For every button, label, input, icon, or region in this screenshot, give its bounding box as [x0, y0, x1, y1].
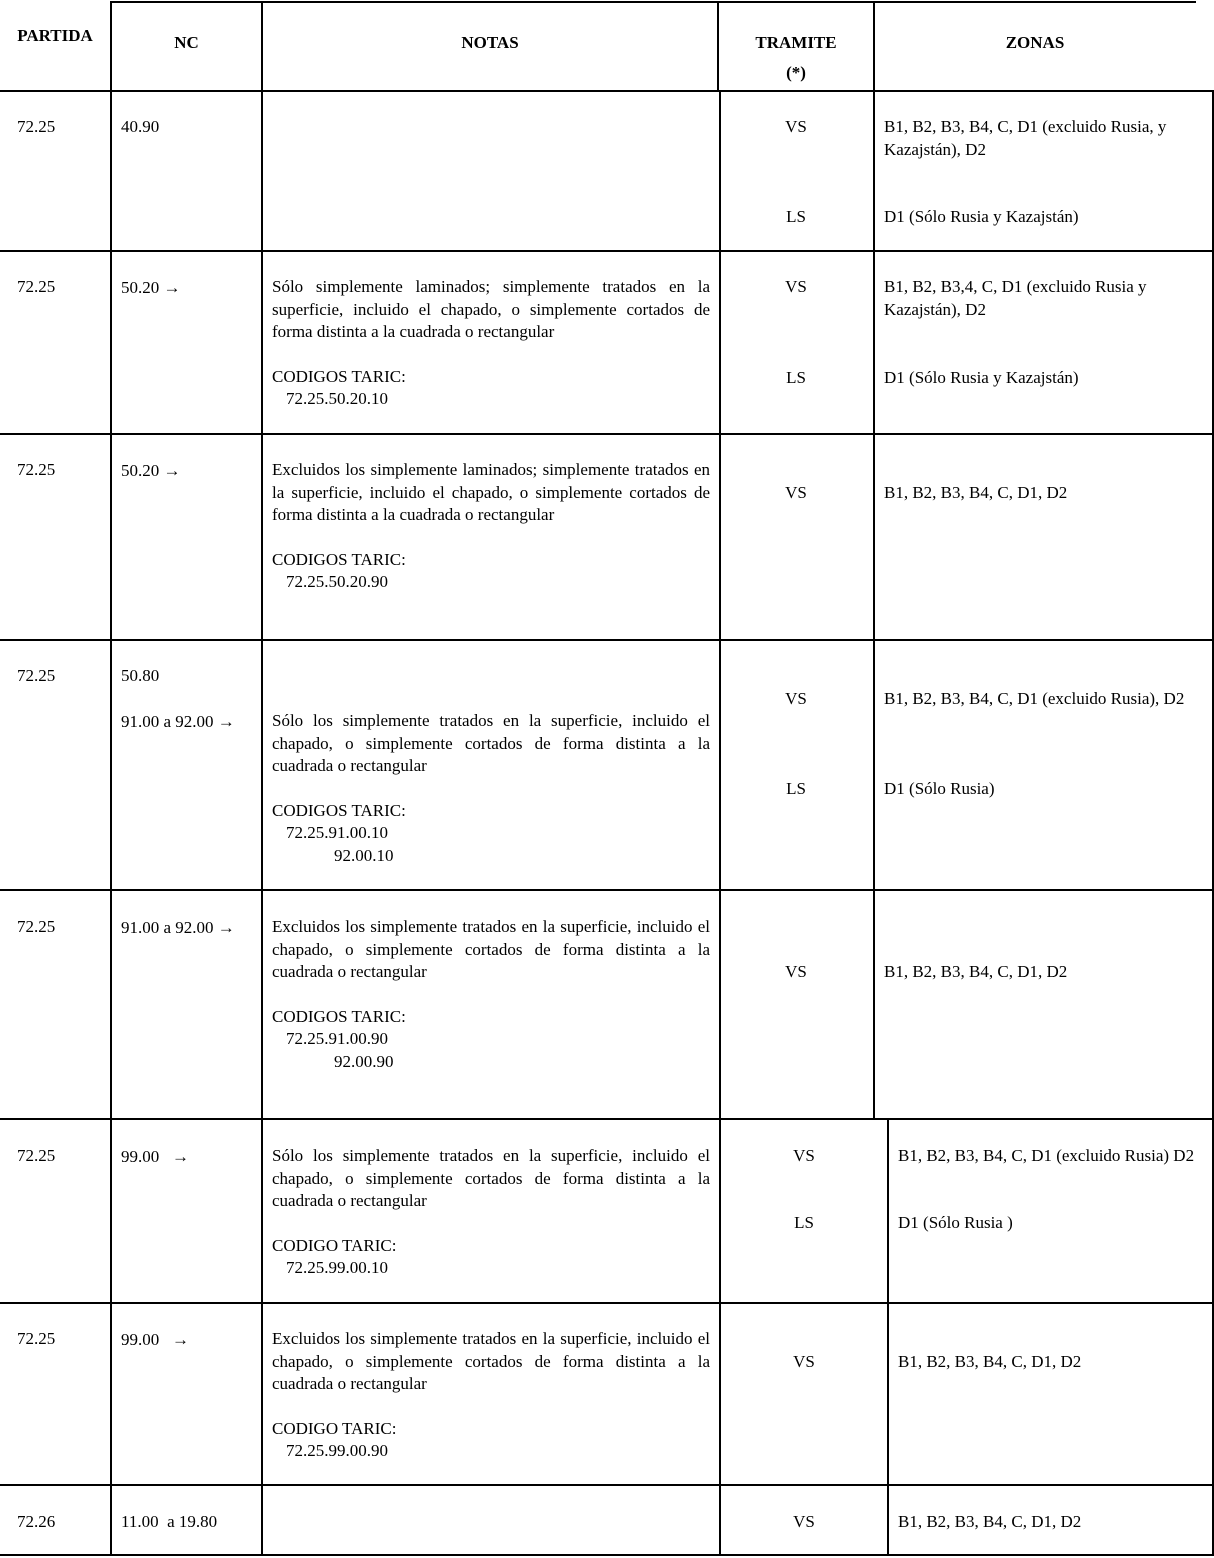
row-4-notes [272, 710, 710, 867]
col-rule-zonas-a [873, 1, 875, 1119]
rule-row-3 [0, 639, 1214, 641]
row-3-notes [272, 459, 710, 594]
col-rule-tramite [719, 90, 721, 1556]
row-3-partida: 72.25 [17, 460, 56, 479]
row-2-nc: 50.20 → [121, 278, 181, 297]
row-5-notes [272, 916, 710, 1073]
row-5-note-text: Excluidos los simplemente tratados en la superficie, incluido el chapado, o simplemente cortados de forma distinta a la cuadrada o rectangular [272, 917, 710, 981]
row-3-taric-code-1: 72.25.50.20.90 [286, 572, 388, 591]
col-rule-zonas-b [887, 1118, 889, 1556]
row-2-taric-label: CODIGOS TARIC: [272, 366, 406, 386]
row-7-zones-1: B1, B2, B3, B4, C, D1, D2 [898, 1352, 1082, 1371]
row-3-taric-label: CODIGOS TARIC: [272, 549, 406, 569]
row-4-nc-1: 50.80 [121, 666, 160, 685]
rule-row-7 [0, 1484, 1214, 1486]
row-1-zones-1: B1, B2, B3, B4, C, D1 (excluido Rusia, y Kazajstán), D2 [884, 117, 1167, 159]
rule-row-6 [0, 1302, 1214, 1304]
row-5-partida: 72.25 [17, 917, 56, 936]
header-partida: PARTIDA [17, 26, 93, 45]
row-7-tramite-1: VS [793, 1352, 815, 1371]
rule-row-2 [0, 433, 1214, 435]
row-7-taric-label: CODIGO TARIC: [272, 1418, 397, 1438]
rule-row-4 [0, 889, 1214, 891]
row-6-note-text: Sólo los simplemente tratados en la superficie, incluido el chapado, o simplemente cortados de forma distinta a la cuadrada o rectangular [272, 1146, 710, 1210]
row-2-zones-1: B1, B2, B3,4, C, D1 (excluido Rusia y Kazajstán), D2 [884, 277, 1147, 319]
row-8-zones-1: B1, B2, B3, B4, C, D1, D2 [898, 1512, 1082, 1531]
row-8-partida: 72.26 [17, 1512, 56, 1531]
row-5-taric-code-1: 72.25.91.00.90 [286, 1029, 388, 1048]
header-notas: NOTAS [461, 33, 519, 52]
row-5-nc: 91.00 a 92.00 → [121, 918, 235, 937]
row-7-nc: 99.00 → [121, 1330, 189, 1349]
row-7-partida: 72.25 [17, 1329, 56, 1348]
header-tramite: TRAMITE [755, 33, 837, 52]
row-7-taric-code-1: 72.25.99.00.90 [286, 1441, 388, 1460]
row-4-zones-1: B1, B2, B3, B4, C, D1 (excluido Rusia), D2 [884, 689, 1185, 708]
row-4-tramite-2: LS [786, 779, 806, 798]
rule-header-bottom [0, 90, 1214, 92]
header-zonas: ZONAS [1005, 33, 1065, 52]
row-6-zones-1: B1, B2, B3, B4, C, D1 (excluido Rusia) D2 [898, 1146, 1195, 1165]
row-3-zones-1: B1, B2, B3, B4, C, D1, D2 [884, 483, 1068, 502]
row-5-taric-code-2: 92.00.90 [334, 1051, 394, 1071]
row-6-zones-2: D1 (Sólo Rusia ) [898, 1213, 1013, 1232]
row-2-note-text: Sólo simplemente laminados; simplemente tratados en la superficie, incluido el chapado, o simplemente cortados de forma distinta a la cuadrada o rectangular [272, 277, 710, 341]
row-7-note-text: Excluidos los simplemente tratados en la superficie, incluido el chapado, o simplemente cortados de forma distinta a la cuadrada o rectangular [272, 1329, 710, 1393]
row-4-zones-2: D1 (Sólo Rusia) [884, 779, 995, 798]
row-5-tramite-1: VS [785, 962, 807, 981]
header-nc: NC [174, 33, 199, 52]
row-4-taric-label: CODIGOS TARIC: [272, 800, 406, 820]
row-8-nc: 11.00 a 19.80 [121, 1512, 218, 1531]
row-7-notes [272, 1328, 710, 1463]
row-3-nc: 50.20 → [121, 461, 181, 480]
row-4-partida: 72.25 [17, 666, 56, 685]
row-1-zones-2: D1 (Sólo Rusia y Kazajstán) [884, 207, 1079, 226]
row-2-partida: 72.25 [17, 277, 56, 296]
row-5-taric-label: CODIGOS TARIC: [272, 1006, 406, 1026]
rule-bottom [0, 1554, 1214, 1556]
rule-row-5 [0, 1118, 1214, 1120]
row-2-tramite-2: LS [786, 368, 806, 387]
row-8-tramite-1: VS [793, 1512, 815, 1531]
row-4-taric-code-2: 92.00.10 [334, 845, 394, 865]
col-rule-nc [110, 1, 112, 1556]
row-1-partida: 72.25 [17, 117, 56, 136]
row-6-taric-label: CODIGO TARIC: [272, 1235, 397, 1255]
row-2-taric-code-1: 72.25.50.20.10 [286, 389, 388, 408]
row-4-nc-2: 91.00 a 92.00 → [121, 712, 235, 731]
row-2-zones-2: D1 (Sólo Rusia y Kazajstán) [884, 368, 1079, 387]
row-4-note-text: Sólo los simplemente tratados en la superficie, incluido el chapado, o simplemente cortados de forma distinta a la cuadrada o rectangular [272, 711, 710, 775]
row-2-tramite-1: VS [785, 277, 807, 296]
row-5-zones-1: B1, B2, B3, B4, C, D1, D2 [884, 962, 1068, 981]
row-4-taric-code-1: 72.25.91.00.10 [286, 823, 388, 842]
row-6-partida: 72.25 [17, 1146, 56, 1165]
col-rule-notas [261, 1, 263, 1556]
row-6-tramite-2: LS [794, 1213, 814, 1232]
row-3-tramite-1: VS [785, 483, 807, 502]
row-1-tramite-2: LS [786, 207, 806, 226]
row-6-tramite-1: VS [793, 1146, 815, 1165]
row-1-nc: 40.90 [121, 117, 160, 136]
row-2-notes [272, 276, 710, 411]
row-6-taric-code-1: 72.25.99.00.10 [286, 1258, 388, 1277]
row-4-tramite-1: VS [785, 689, 807, 708]
rule-row-1 [0, 250, 1214, 252]
row-6-notes [272, 1145, 710, 1280]
rule-top [110, 1, 1196, 3]
header-tramite-note: (*) [786, 63, 806, 82]
row-3-note-text: Excluidos los simplemente laminados; simplemente tratados en la superficie, incluido el chapado, o simplemente cortados de forma distinta a la cuadrada o rectangular [272, 460, 710, 524]
row-1-tramite-1: VS [785, 117, 807, 136]
row-6-nc: 99.00 → [121, 1147, 189, 1166]
